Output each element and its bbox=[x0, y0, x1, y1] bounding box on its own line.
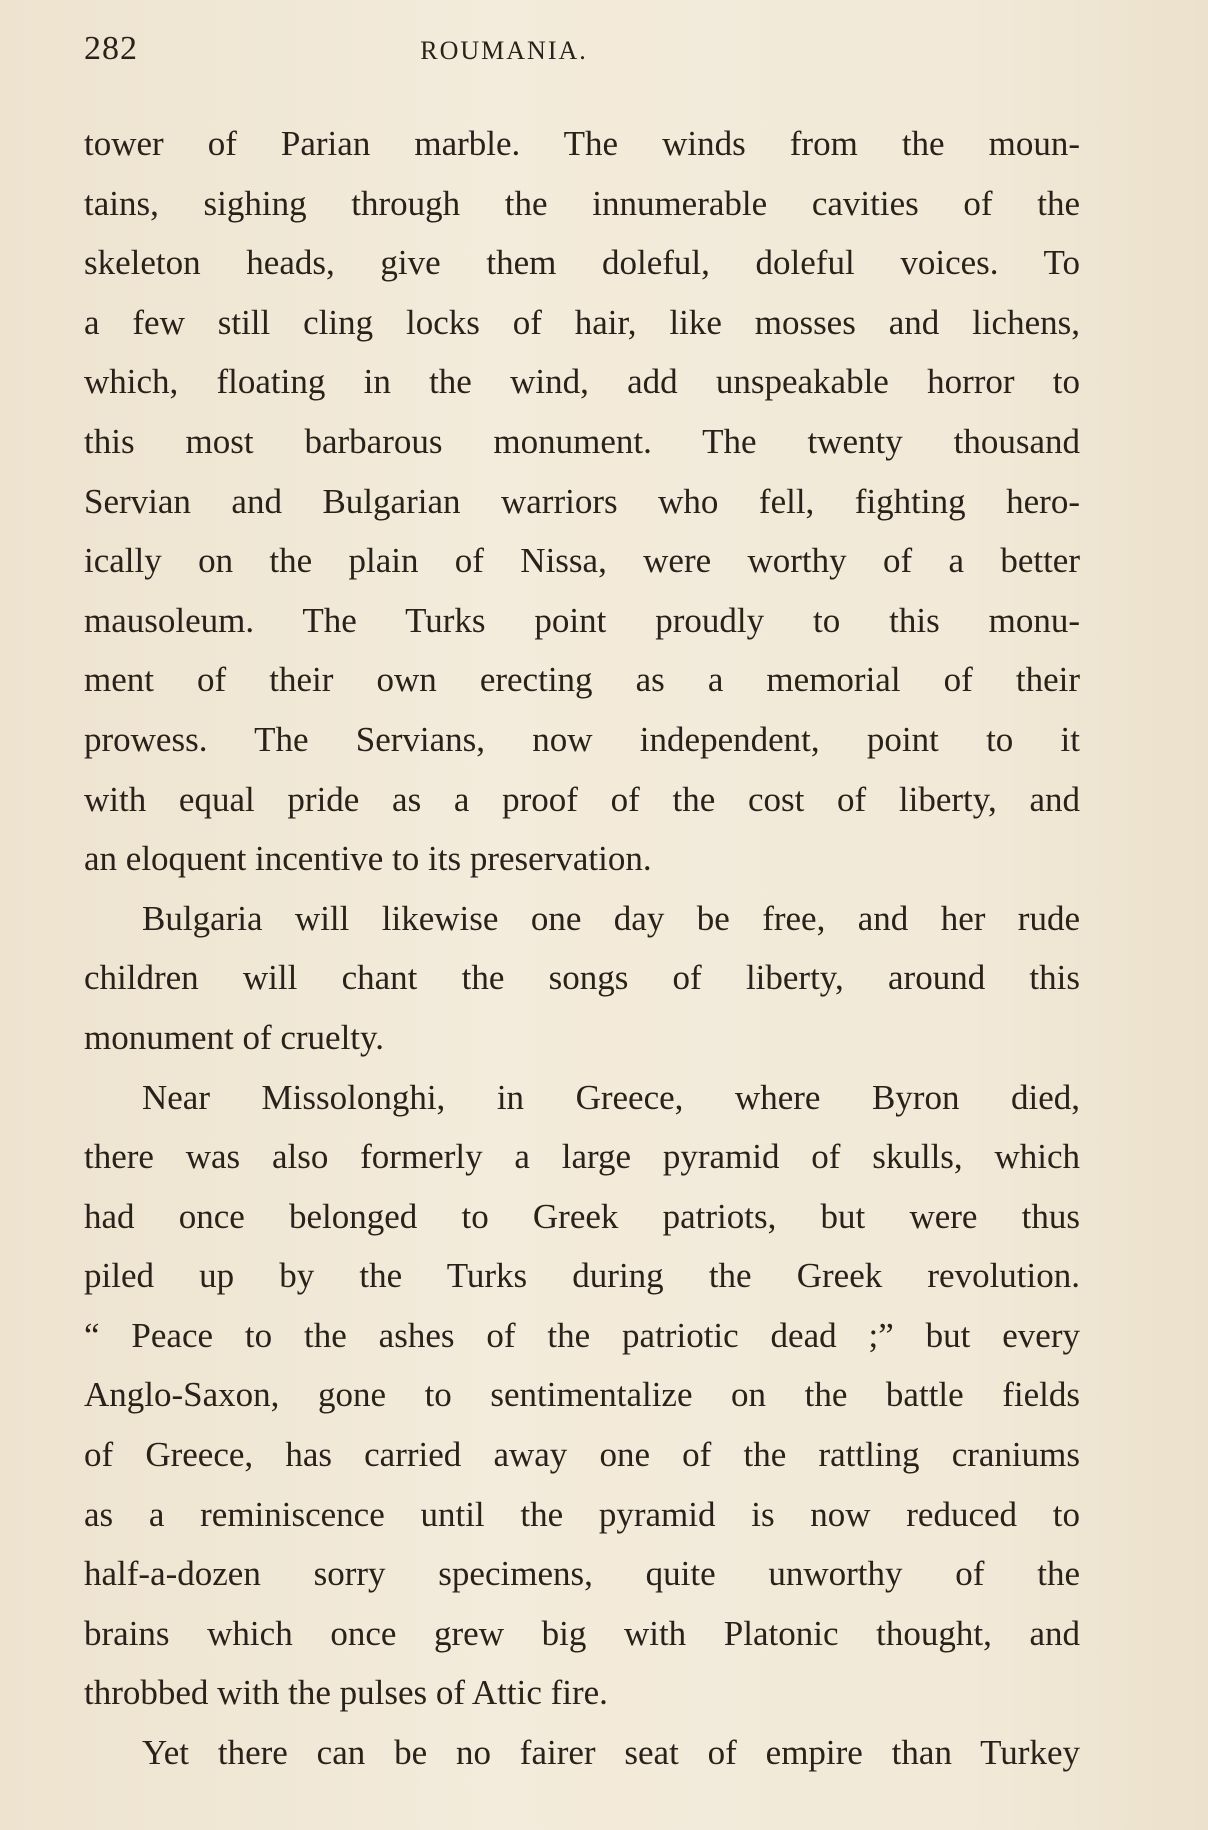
text-line: tower of Parian marble. The winds from the moun- bbox=[84, 124, 1080, 163]
text-line: mausoleum. The Turks point proudly to this monu- bbox=[84, 600, 1080, 640]
text-line: “ Peace to the ashes of the patriotic dead ;” but every bbox=[84, 1315, 1080, 1355]
text-line: children will chant the songs of liberty, around this bbox=[84, 958, 1080, 998]
text-line: throbbed with the pulses of Attic fire. bbox=[84, 1673, 608, 1713]
text-line: prowess. The Servians, now independent, point to it bbox=[84, 719, 1080, 759]
text-line: a few still cling locks of hair, like mosses and lichens, bbox=[84, 302, 1080, 342]
text-line: tains, sighing through the innumerable cavities of the bbox=[84, 183, 1080, 223]
text-line: brains which once grew big with Platonic thought, and bbox=[84, 1613, 1080, 1653]
text-line: half-a-dozen sorry specimens, quite unworthy of the bbox=[84, 1554, 1080, 1594]
text-line: Servian and Bulgarian warriors who fell, fighting hero- bbox=[84, 481, 1080, 521]
text-line: Anglo-Saxon, gone to sentimentalize on the battle fields bbox=[84, 1375, 1080, 1415]
text-line: there was also formerly a large pyramid of skulls, which bbox=[84, 1137, 1080, 1177]
text-line: of Greece, has carried away one of the rattling craniums bbox=[84, 1435, 1080, 1475]
text-line: with equal pride as a proof of the cost of liberty, and bbox=[84, 779, 1080, 819]
text-line: ically on the plain of Nissa, were worthy of a better bbox=[84, 541, 1080, 581]
text-line: skeleton heads, give them doleful, doleful voices. To bbox=[84, 243, 1080, 283]
text-line: had once belonged to Greek patriots, but were thus bbox=[84, 1196, 1080, 1236]
text-line: piled up by the Turks during the Greek revolution. bbox=[84, 1256, 1080, 1296]
text-line: Yet there can be no fairer seat of empire than Turkey bbox=[142, 1733, 1080, 1773]
text-line: this most barbarous monument. The twenty thousand bbox=[84, 421, 1080, 461]
text-line: as a reminiscence until the pyramid is now reduced to bbox=[84, 1494, 1080, 1534]
text-line: Bulgaria will likewise one day be free, and her rude bbox=[142, 898, 1080, 938]
text-line: ment of their own erecting as a memorial of their bbox=[84, 660, 1080, 700]
text-line: monument of cruelty. bbox=[84, 1017, 385, 1057]
running-title: ROUMANIA. bbox=[420, 36, 588, 65]
text-line: Near Missolonghi, in Greece, where Byron died, bbox=[142, 1077, 1080, 1117]
text-line: which, floating in the wind, add unspeakable horror to bbox=[84, 362, 1080, 402]
page-number: 282 bbox=[84, 30, 138, 67]
body-text bbox=[84, 114, 1080, 1783]
running-head bbox=[84, 30, 1084, 80]
text-line: an eloquent incentive to its preservation. bbox=[84, 839, 652, 879]
